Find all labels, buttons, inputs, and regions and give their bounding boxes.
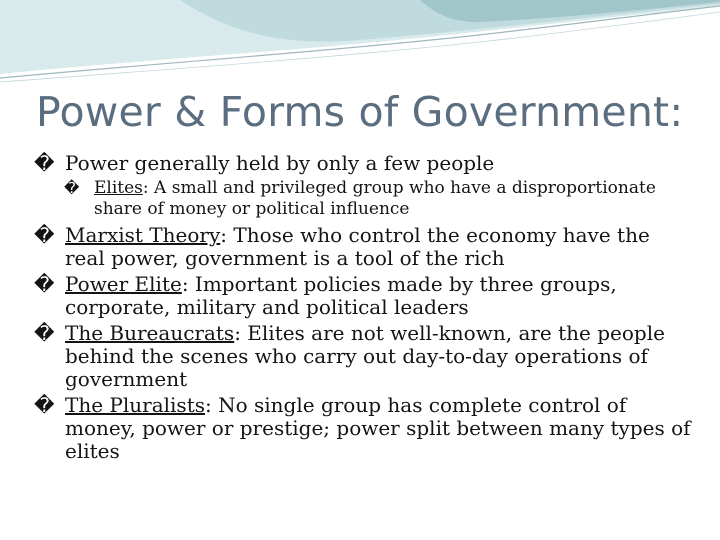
- slide-body: [34, 152, 694, 466]
- bullet-icon: �: [34, 223, 55, 247]
- bullet-text: No single group has complete control of money, power or prestige; power split between many types of elites: [65, 393, 691, 463]
- bullet-item: [34, 322, 694, 391]
- bullet-icon: �: [34, 321, 55, 345]
- bullet-item: [34, 273, 694, 319]
- sub-bullet-item: [34, 178, 694, 220]
- bullet-term: The Pluralists: [65, 393, 205, 417]
- bullet-icon: �: [34, 272, 55, 296]
- bullet-separator: :: [181, 272, 189, 296]
- bullet-term: Elites: [94, 178, 143, 198]
- bullet-text: Important policies made by three groups, corporate, military and political leaders: [65, 272, 617, 319]
- bullet-item: [34, 224, 694, 270]
- bullet-icon: �: [64, 179, 80, 197]
- bullet-text: Power generally held by only a few people: [65, 151, 495, 175]
- bullet-icon: �: [34, 151, 55, 175]
- bullet-separator: :: [234, 321, 241, 345]
- slide-title: Power & Forms of Government:: [36, 88, 684, 136]
- bullet-item: [34, 394, 694, 463]
- bullet-term: The Bureaucrats: [65, 321, 235, 345]
- bullet-term: Power Elite: [65, 272, 182, 296]
- bullet-separator: :: [220, 223, 228, 247]
- bullet-text: A small and privileged group who have a disproportionate share of money or political influence: [94, 178, 656, 219]
- bullet-separator: :: [205, 393, 212, 417]
- bullet-item: [34, 152, 694, 175]
- bullet-icon: �: [34, 393, 55, 417]
- bullet-separator: :: [142, 178, 149, 198]
- bullet-text: Those who control the economy have the real power, government is a tool of the rich: [65, 223, 650, 270]
- bullet-term: Marxist Theory: [65, 223, 221, 247]
- bullet-text: Elites are not well-known, are the people behind the scenes who carry out day-to-day operations of government: [65, 321, 665, 391]
- header-wave-decoration: [0, 0, 720, 90]
